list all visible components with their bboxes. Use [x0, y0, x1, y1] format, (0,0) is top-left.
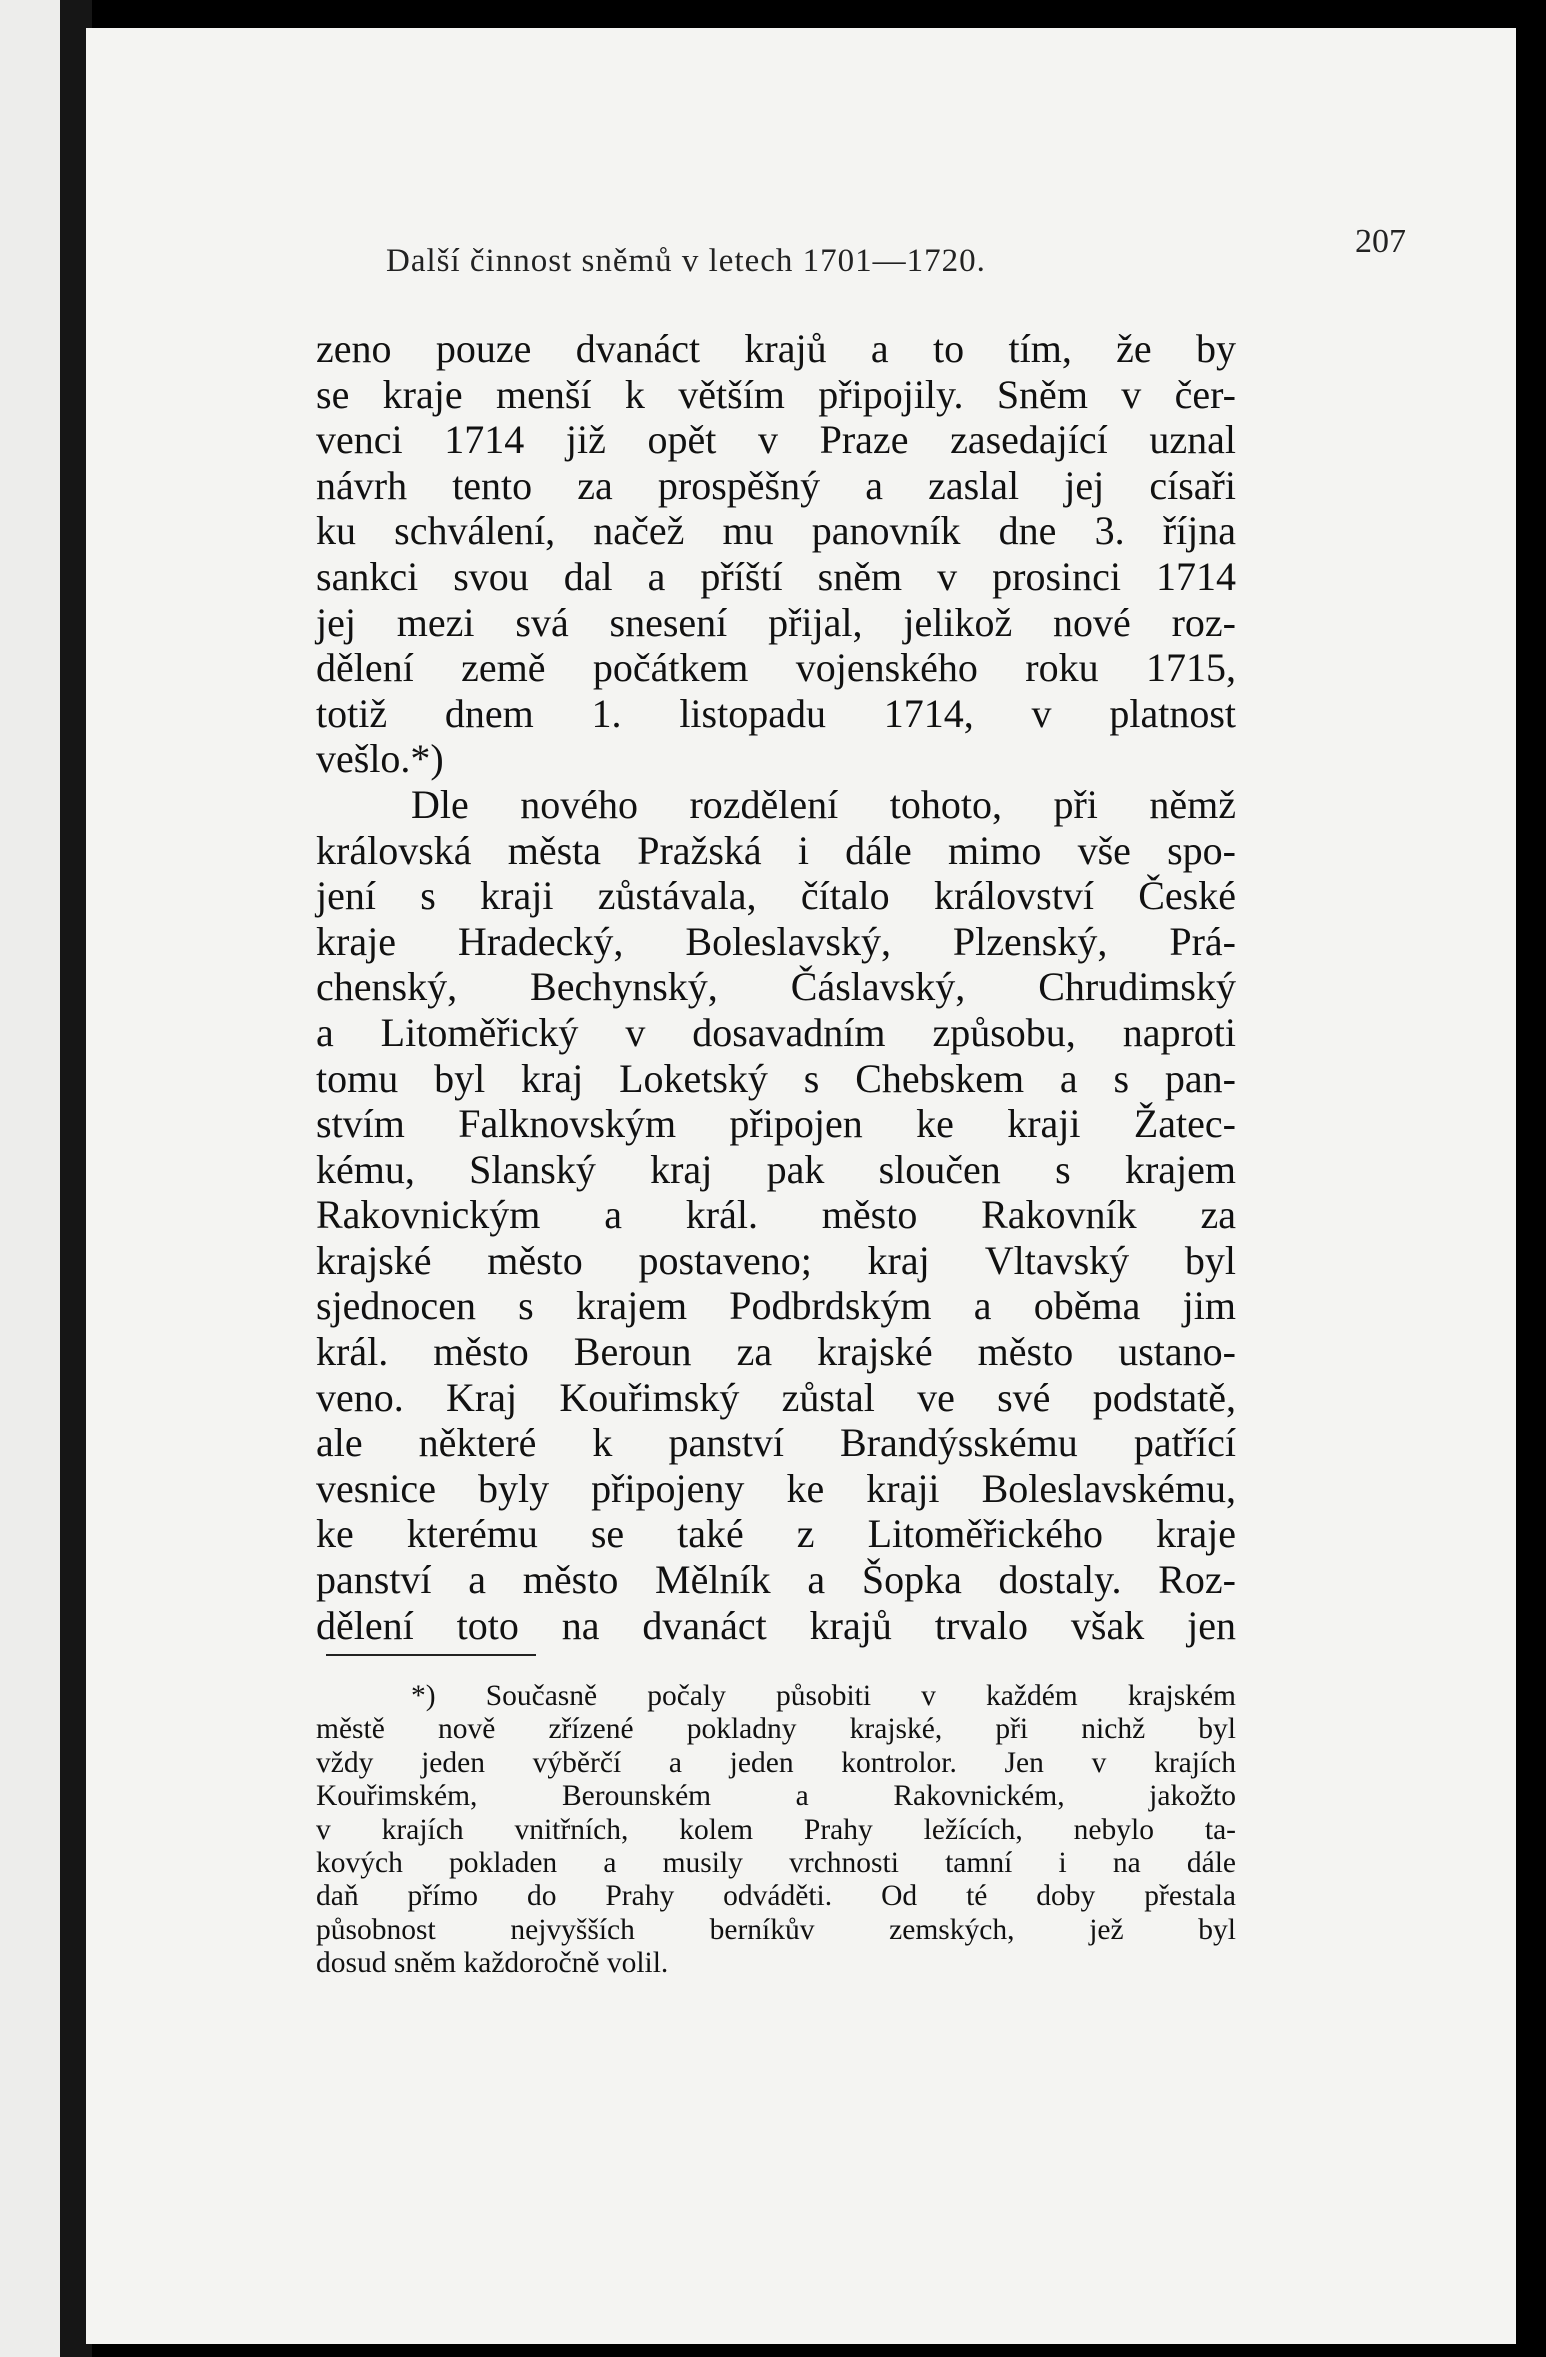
footnote-line: dosud sněm každoročně volil.: [316, 1947, 669, 1980]
body-line: kraje Hradecký, Boleslavský, Plzenský, Prá-: [316, 918, 1236, 964]
body-line: dělení země počátkem vojenského roku 1715,: [316, 645, 1236, 691]
footnote-line: působnost nejvyšších berníkův zemských, jež byl: [316, 1913, 1236, 1946]
body-text: [316, 326, 1236, 1648]
footnote-divider: [326, 1654, 536, 1656]
body-line: ke kterému se také z Litoměřického kraje: [316, 1511, 1236, 1557]
body-line: a Litoměřický v dosavadním způsobu, naproti: [316, 1009, 1236, 1055]
body-line: krajské město postaveno; kraj Vltavský byl: [316, 1237, 1236, 1283]
body-line: ale některé k panství Brandýsskému patřící: [316, 1420, 1236, 1466]
body-line: jení s kraji zůstávala, čítalo království České: [316, 873, 1236, 919]
body-line: totiž dnem 1. listopadu 1714, v platnost: [316, 690, 1236, 736]
running-title: Další činnost sněmů v letech 1701—1720.: [386, 243, 986, 279]
body-line: Rakovnickým a král. město Rakovník za: [316, 1192, 1236, 1238]
running-head: [386, 223, 1406, 283]
body-line: sankci svou dal a příští sněm v prosinci 1714: [316, 553, 1236, 599]
body-line: král. město Beroun za krajské město ustano-: [316, 1329, 1236, 1375]
body-line: kému, Slanský kraj pak sloučen s krajem: [316, 1146, 1236, 1192]
body-line: panství a město Mělník a Šopka dostaly. Roz-: [316, 1557, 1236, 1603]
body-line: se kraje menší k větším připojily. Sněm v čer-: [316, 371, 1236, 417]
footnote-line: daň přímo do Prahy odváděti. Od té doby přestala: [316, 1880, 1236, 1913]
body-line: Dle nového rozdělení tohoto, při němž: [411, 781, 1236, 827]
footnote-line: v krajích vnitřních, kolem Prahy ležících, nebylo ta-: [316, 1813, 1236, 1846]
body-line: jej mezi svá snesení přijal, jelikož nové roz-: [316, 599, 1236, 645]
footnote-line: *) Současně počaly působiti v každém krajském: [411, 1680, 1236, 1712]
body-line: venci 1714 již opět v Praze zasedající uznal: [316, 417, 1236, 463]
body-line: zeno pouze dvanáct krajů a to tím, že by: [316, 326, 1236, 371]
body-line: ku schválení, načež mu panovník dne 3. října: [316, 508, 1236, 554]
footnote-line: kových pokladen a musily vrchnosti tamní i na dále: [316, 1846, 1236, 1879]
footnote-line: Kouřimském, Berounském a Rakovnickém, jakožto: [316, 1780, 1236, 1813]
book-page: [86, 28, 1516, 2344]
footnote-line: vždy jeden výběrčí a jeden kontrolor. Jen v krajích: [316, 1746, 1236, 1779]
body-line: vesnice byly připojeny ke kraji Boleslavskému,: [316, 1465, 1236, 1511]
footnote-line: městě nově zřízené pokladny krajské, při nichž byl: [316, 1713, 1236, 1746]
footnote: [316, 1680, 1236, 1981]
body-line: stvím Falknovským připojen ke kraji Žatec-: [316, 1101, 1236, 1147]
body-line: tomu byl kraj Loketský s Chebskem a s pan-: [316, 1055, 1236, 1101]
body-line: veno. Kraj Kouřimský zůstal ve své podstatě,: [316, 1374, 1236, 1420]
page-number: 207: [1355, 223, 1406, 260]
body-line: návrh tento za prospěšný a zaslal jej císaři: [316, 462, 1236, 508]
body-line: vešlo.*): [316, 736, 444, 782]
body-line: královská města Pražská i dále mimo vše spo-: [316, 827, 1236, 873]
body-line: chenský, Bechynský, Čáslavský, Chrudimský: [316, 964, 1236, 1010]
body-line: dělení toto na dvanáct krajů trvalo však jen: [316, 1602, 1236, 1648]
body-line: sjednocen s krajem Podbrdským a oběma jim: [316, 1283, 1236, 1329]
